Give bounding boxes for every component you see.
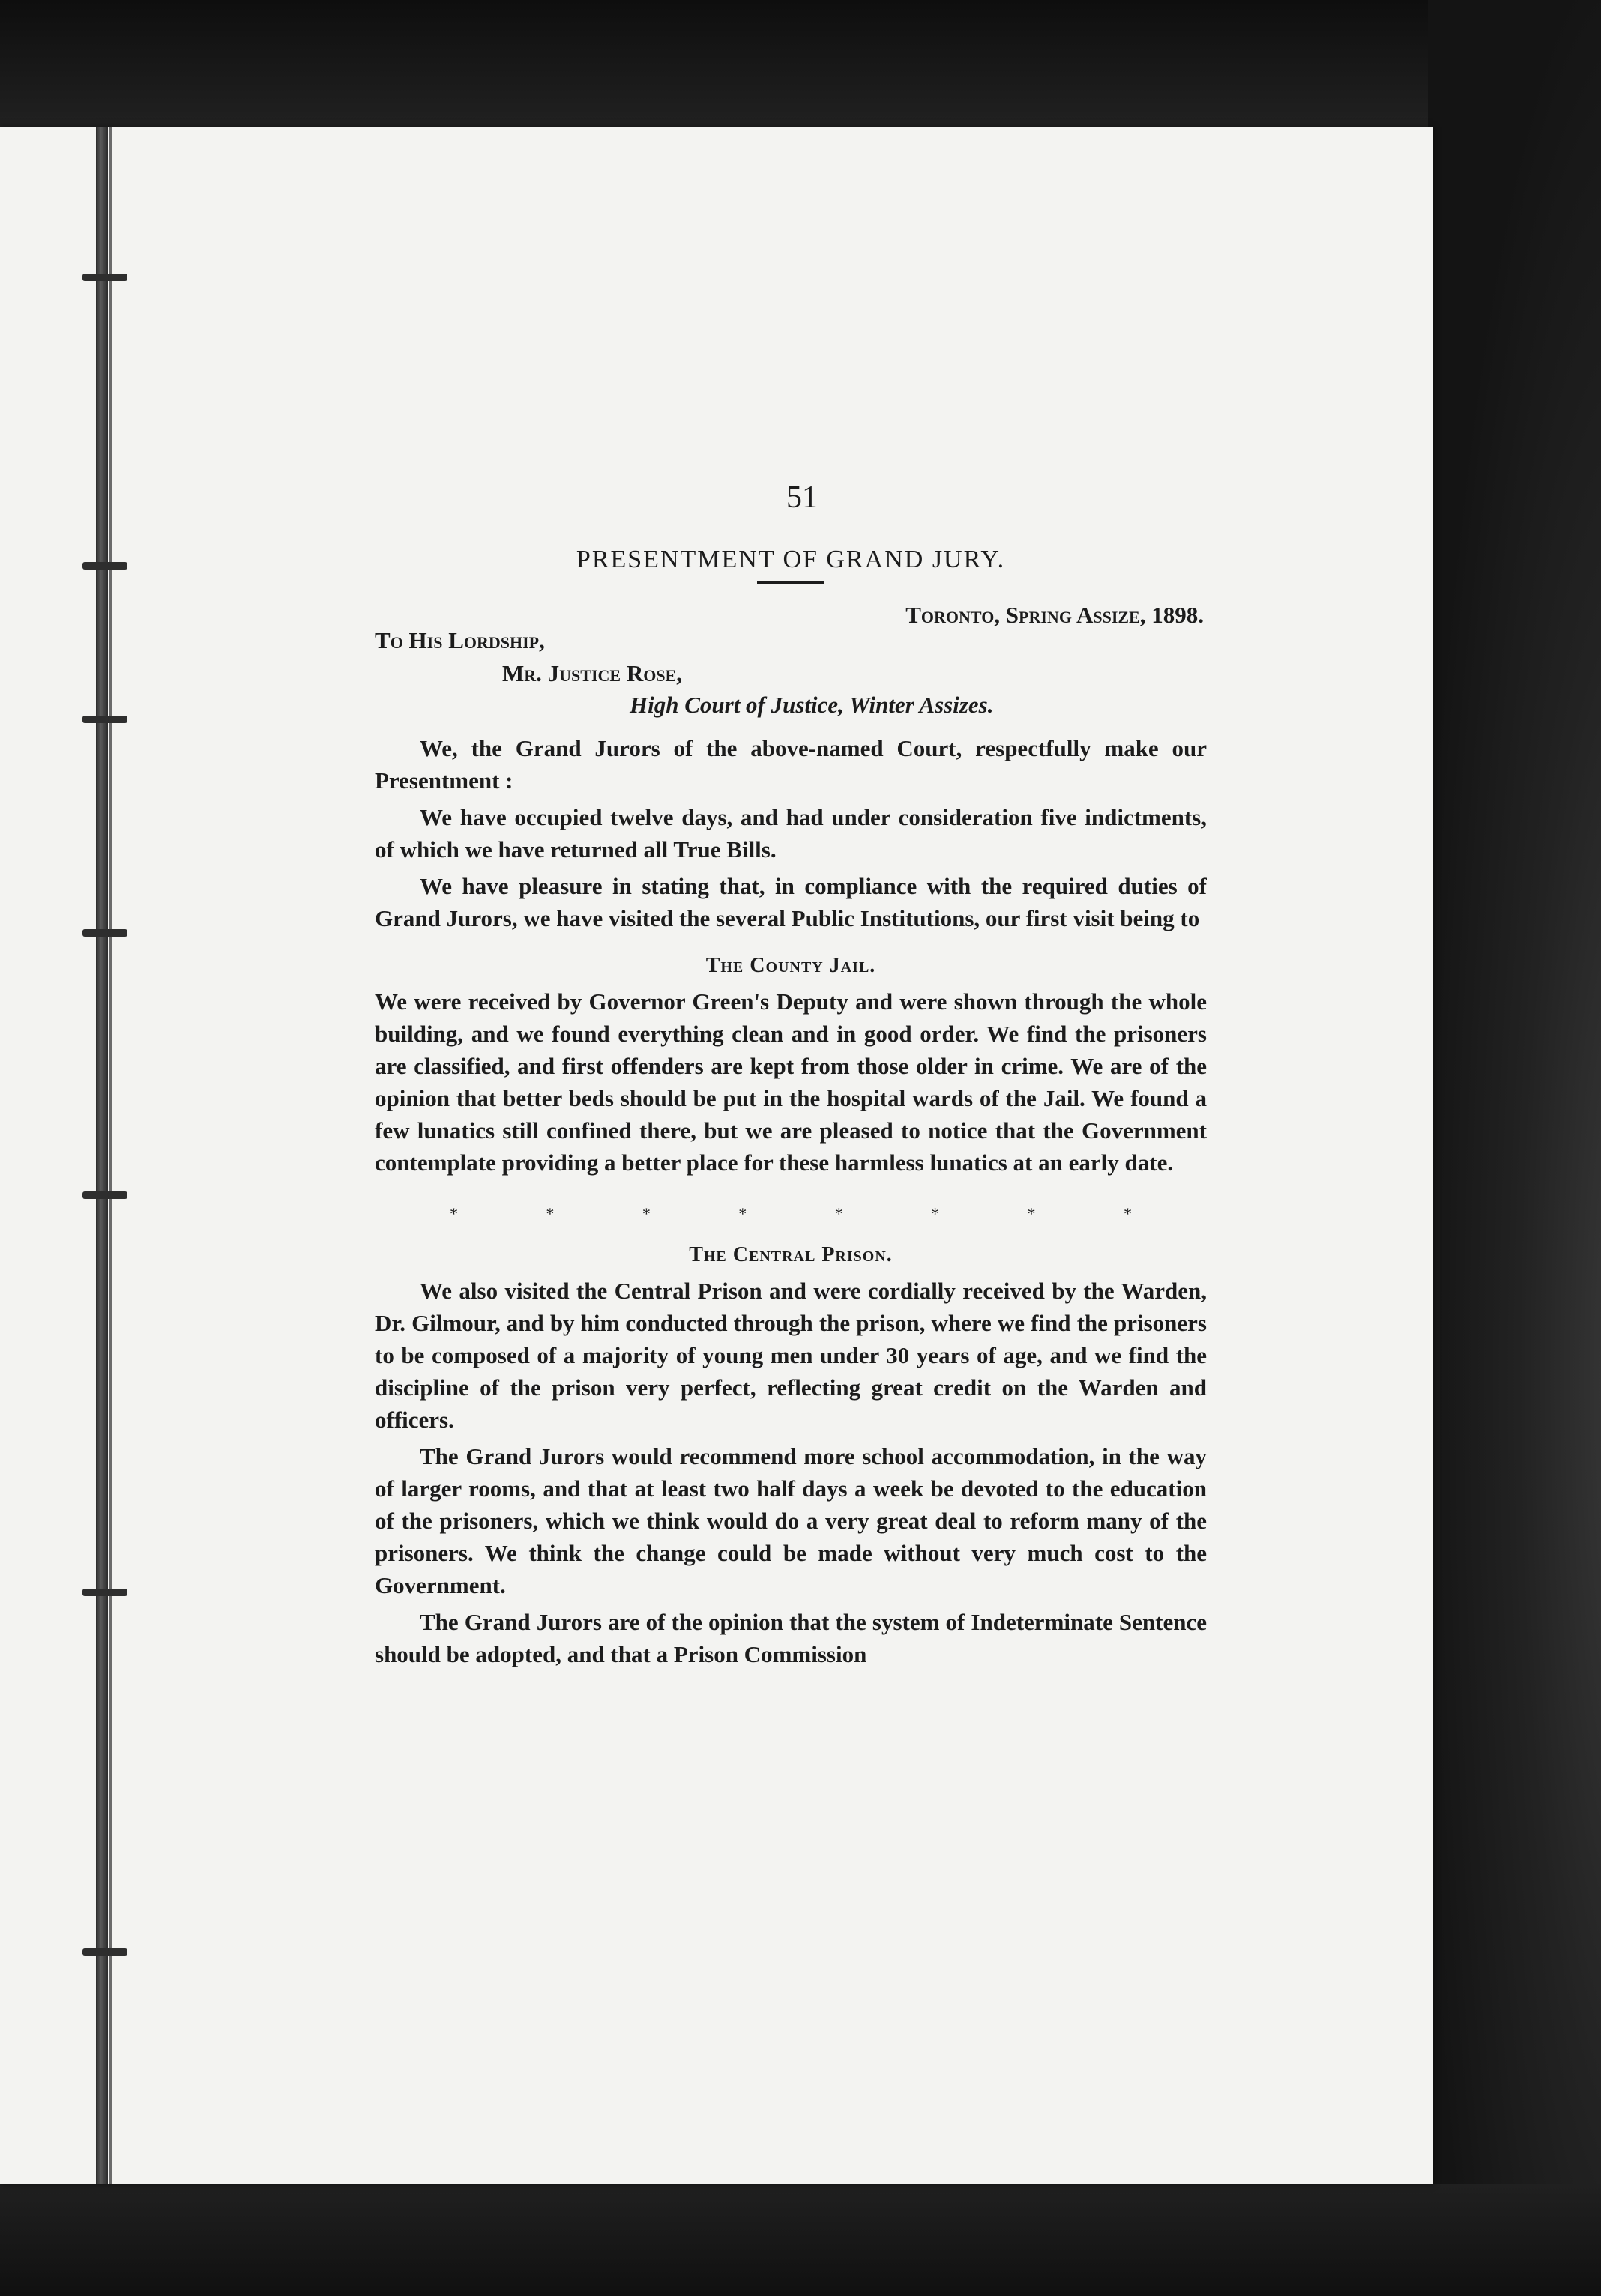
county-jail-paragraph: We were received by Governor Green's Deputy and were shown through the whole building, and we found everything clean and in good order. We find the prisoners are classified, and first offenders are kept from those older in crime. We are of the opinion that better beds should be put in the hospital wards of the Jail. We found a few lunatics still confined there, but we are pleased to notice that the Government contemplate providing a better place for these harmless lunatics at an early date. — [375, 988, 1207, 1176]
section-heading-central-prison: The Central Prison. — [689, 1243, 893, 1266]
separator-star: * — [1123, 1204, 1132, 1223]
addressee: Mr. Justice Rose, — [502, 660, 682, 686]
central-prison-paragraph: We also visited the Central Prison and were cordially received by the Warden, Dr. Gilmour, and by him conducted through the prison, where we find the prisoners to be composed of a majority of young men under 30 years of age, and we find the discipline of the prison very perfect, reflecting great credit on the Warden and officers. — [375, 1278, 1207, 1433]
court-name: High Court of Justice, Winter Assizes. — [630, 692, 994, 718]
section-heading-county-jail: The County Jail. — [705, 954, 876, 977]
scan-background-right — [1428, 0, 1601, 2296]
separator-star: * — [546, 1204, 555, 1223]
section-separator — [375, 1204, 1207, 1224]
binding-stitch — [82, 1589, 127, 1596]
separator-star: * — [450, 1204, 458, 1223]
scan-background-bottom — [0, 2184, 1601, 2296]
intro-paragraph: We have occupied twelve days, and had under consideration five indictments, of which we have returned all True Bills. — [375, 804, 1207, 862]
document-body — [375, 480, 1207, 1675]
separator-star: * — [642, 1204, 651, 1223]
book-spine — [96, 127, 108, 2184]
central-prison-paragraph: The Grand Jurors are of the opinion that the system of Indeterminate Sentence should be adopted, and that a Prison Commission — [375, 1609, 1207, 1667]
binding-stitch — [82, 562, 127, 570]
intro-paragraph: We have pleasure in stating that, in compliance with the required duties of Grand Jurors, we have visited the several Public Institutions, our first visit being to — [375, 873, 1207, 931]
central-prison-paragraph: The Grand Jurors would recommend more school accommodation, in the way of larger rooms, and that at least two half days a week be devoted to the education of the prisoners, which we think would do a very great deal to reform many of the prisoners. We think the change could be made without very much cost to the Government. — [375, 1443, 1207, 1598]
title-rule — [757, 581, 824, 584]
binding-stitch — [82, 929, 127, 937]
binding-stitch — [82, 1948, 127, 1956]
binding-stitch — [82, 274, 127, 281]
salutation: To His Lordship, — [375, 627, 545, 653]
intro-paragraph: We, the Grand Jurors of the above-named Court, respectfully make our Presentment : — [375, 735, 1207, 794]
page-number: 51 — [786, 480, 818, 515]
scan-background-top — [0, 0, 1601, 135]
separator-star: * — [1027, 1204, 1036, 1223]
separator-star: * — [738, 1204, 747, 1223]
dateline: Toronto, Spring Assize, 1898. — [905, 602, 1204, 628]
separator-star: * — [931, 1204, 940, 1223]
separator-star: * — [834, 1204, 843, 1223]
document-title: PRESENTMENT OF GRAND JURY. — [576, 546, 1006, 573]
binding-stitch — [82, 716, 127, 723]
spine-edge — [109, 127, 112, 2184]
binding-stitch — [82, 1191, 127, 1199]
